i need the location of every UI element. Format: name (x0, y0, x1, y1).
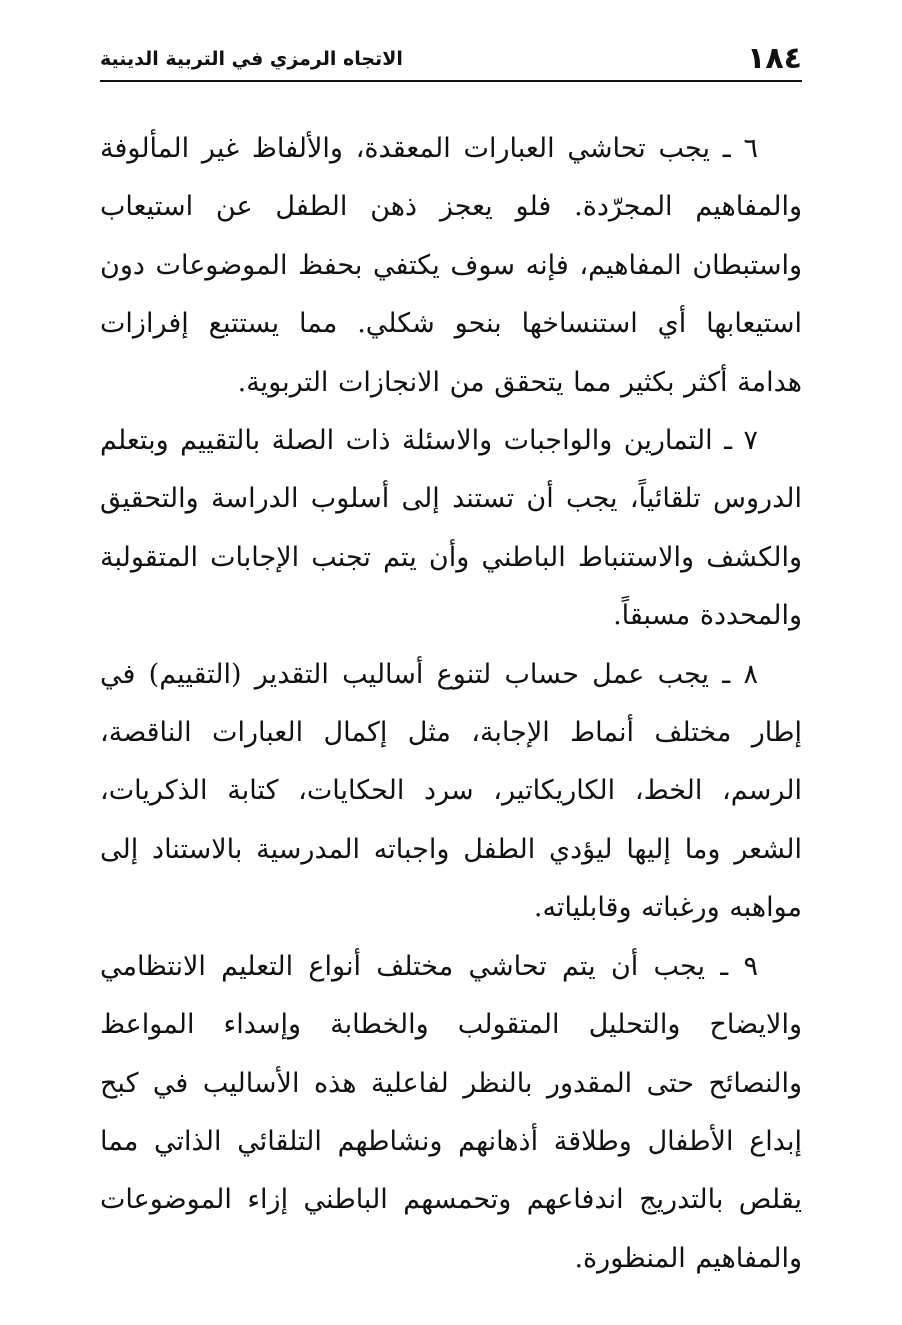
running-header (100, 36, 802, 82)
body-text (100, 120, 802, 1288)
paragraph-item-6: ٦ ـ يجب تحاشي العبارات المعقدة، والألفاظ غير المألوفة والمفاهيم المجرّدة. فلو يعجز ذهن الطفل عن استيعاب واستبطان المفاهيم، فإنه سوف يكتفي بحفظ الموضوعات دون استيعابها أي استنساخها بنحو شكلي. مما يستتبع إفرازات هدامة أكثر بكثير مما يتحقق من الانجازات التربوية. (100, 133, 802, 398)
paragraph-item-8: ٨ ـ يجب عمل حساب لتنوع أساليب التقدير (التقييم) في إطار مختلف أنماط الإجابة، مثل إكمال العبارات الناقصة، الرسم، الخط، الكاريكاتير، سرد الحكايات، كتابة الذكريات، الشعر وما إليها ليؤدي الطفل واجباته المدرسية بالاستناد إلى مواهبه ورغباته وقابلياته. (100, 658, 802, 924)
running-title: الاتجاه الرمزي في التربية الدينية (100, 48, 403, 70)
paragraph-item-7: ٧ ـ التمارين والواجبات والاسئلة ذات الصلة بالتقييم وبتعلم الدروس تلقائياً، يجب أن تستند إلى أسلوب الدراسة والتحقيق والكشف والاستنباط الباطني وأن يتم تجنب الإجابات المتقولبة والمحددة مسبقاً. (100, 425, 802, 632)
page-number: ١٨٤ (747, 41, 802, 76)
paragraph-item-9: ٩ ـ يجب أن يتم تحاشي مختلف أنواع التعليم الانتظامي والايضاح والتحليل المتقولب والخطابة وإسداء المواعظ والنصائح حتى المقدور بالنظر لفاعلية هذه الأساليب في كبح إبداع الأطفال وطلاقة أذهانهم ونشاطهم التلقائي الذاتي مما يقلص بالتدريج اندفاعهم وتحمسهم الباطني إزاء الموضوعات والمفاهيم المنظورة. (100, 950, 802, 1274)
